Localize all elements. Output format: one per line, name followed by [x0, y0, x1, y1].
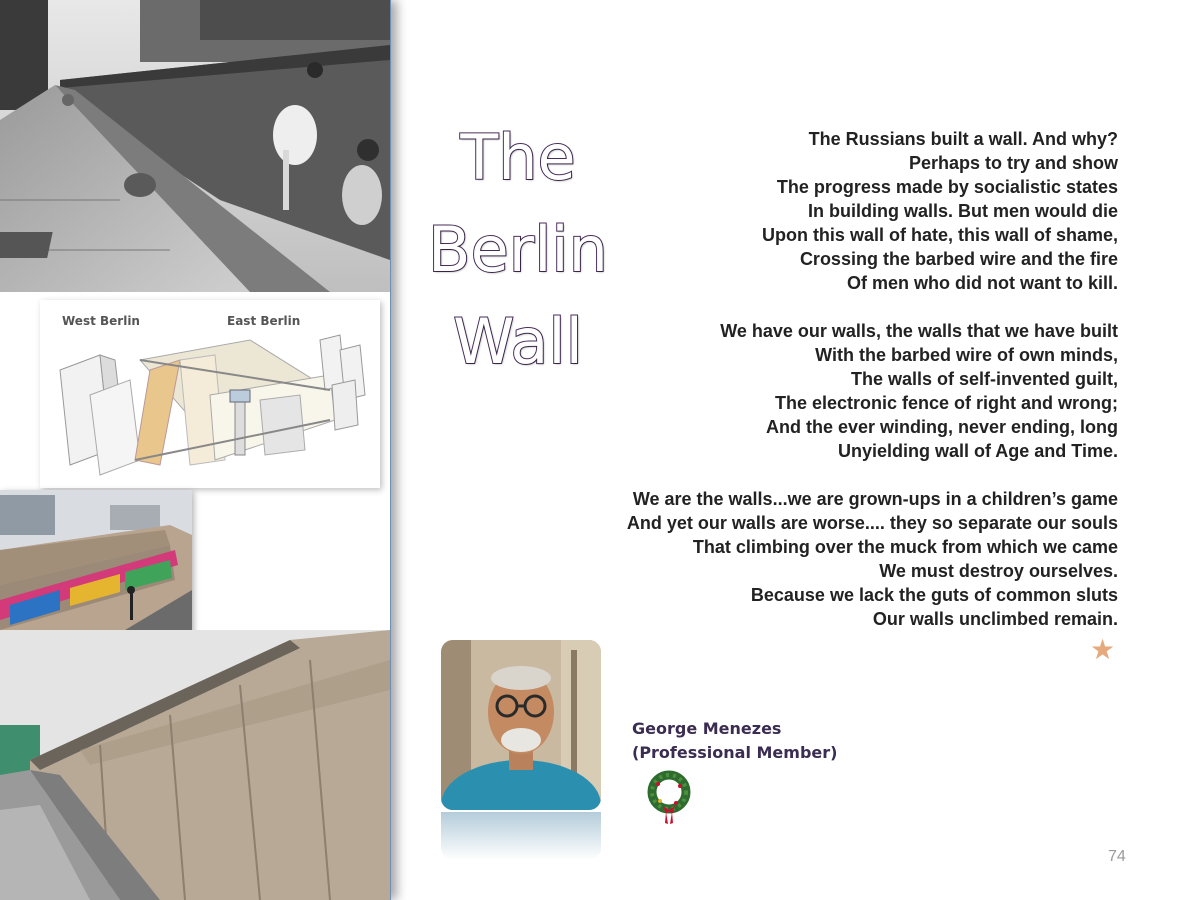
poem-line: In building walls. But men would die [808, 201, 1118, 221]
author-role: (Professional Member) [632, 743, 838, 762]
photo-graffiti-wall [0, 490, 192, 633]
portrait-reflection [441, 812, 601, 860]
poem-stanza-3 [498, 487, 1118, 631]
poem [498, 127, 1118, 655]
poem-line: Perhaps to try and show [908, 153, 1118, 173]
poem-line: Crossing the barbed wire and the fire [799, 249, 1118, 269]
photo-column [0, 0, 391, 900]
poem-line: Upon this wall of hate, this wall of shame, [761, 225, 1118, 245]
diagram-berlin-wall-layout [40, 300, 380, 488]
poem-line: The progress made by socialistic states [776, 177, 1118, 197]
poem-line: Of men who did not want to kill. [847, 273, 1118, 293]
photo-children-climbing-wall [0, 0, 390, 292]
poem-line: The walls of self-invented guilt, [850, 369, 1118, 389]
poem-line: Because we lack the guts of common sluts [750, 585, 1118, 605]
poem-line: We are the walls...we are grown-ups in a children’s game [632, 489, 1118, 509]
diagram-label-east: East Berlin [227, 314, 301, 328]
christmas-wreath-icon [646, 770, 692, 824]
poem-line: Unyielding wall of Age and Time. [837, 441, 1118, 461]
page-number: 74 [1108, 848, 1126, 865]
poem-line: We have our walls, the walls that we have built [720, 321, 1118, 341]
poem-stanza-1 [498, 127, 1118, 295]
poem-line: That climbing over the muck from which we came [692, 537, 1118, 557]
poem-line: The electronic fence of right and wrong; [774, 393, 1118, 413]
poem-line: Our walls unclimbed remain. [872, 609, 1118, 629]
poem-line: We must destroy ourselves. [879, 561, 1118, 581]
poem-line: With the barbed wire of own minds, [815, 345, 1118, 365]
title-line-the: The [460, 121, 576, 194]
author-name: George Menezes [632, 719, 782, 738]
title-line-berlin: Berlin [428, 212, 608, 286]
star-icon: ★ [1090, 634, 1116, 665]
author-credit [632, 717, 837, 765]
poem-line: The Russians built a wall. And why? [808, 129, 1118, 149]
title-line-wall: Wall [453, 304, 583, 378]
poem-line: And yet our walls are worse.... they so separate our souls [626, 513, 1118, 533]
photo-wall-remnant [0, 630, 390, 900]
poem-stanza-2 [498, 319, 1118, 463]
diagram-label-west: West Berlin [62, 314, 140, 328]
author-portrait [441, 640, 601, 810]
poem-line: And the ever winding, never ending, long [765, 417, 1118, 437]
